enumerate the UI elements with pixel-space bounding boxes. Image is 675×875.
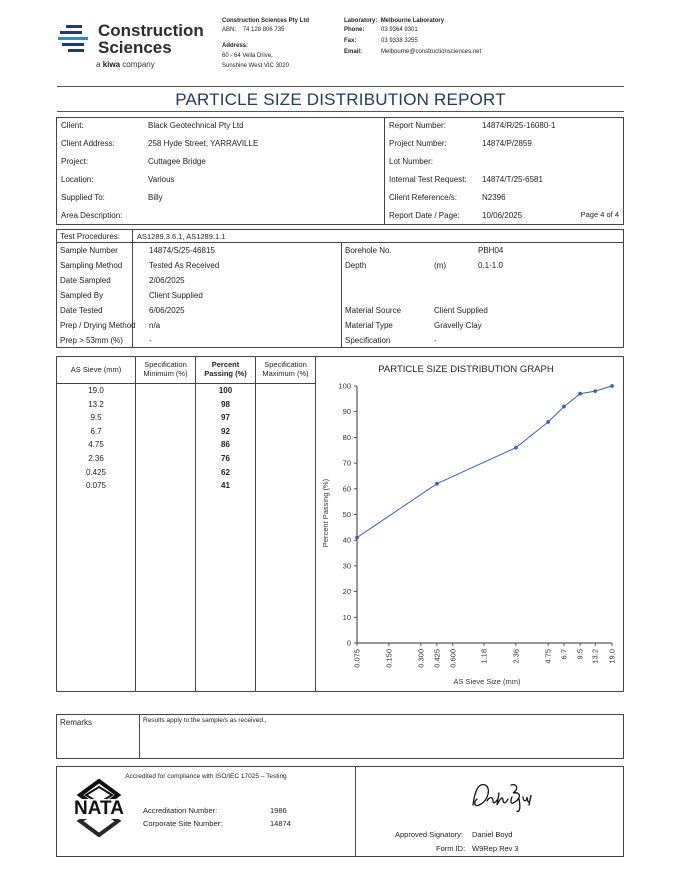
client-field-label: Client Address: bbox=[61, 139, 115, 148]
client-field-value: Cuttagee Bridge bbox=[148, 157, 206, 166]
sieve-size: 0.425 bbox=[85, 467, 107, 477]
site-label: Corporate Site Number: bbox=[143, 819, 223, 828]
sample-field-value: 2/06/2025 bbox=[149, 276, 185, 285]
report-field-label: Internal Test Request: bbox=[389, 175, 467, 184]
signatory-label: Approved Signatory: bbox=[395, 830, 463, 839]
y-tick-label: 70 bbox=[342, 458, 351, 468]
form-label: Form ID: bbox=[436, 844, 466, 853]
y-tick-label: 40 bbox=[342, 535, 351, 545]
x-tick-label: 9.5 bbox=[575, 649, 585, 660]
x-tick-label: 4.75 bbox=[543, 649, 553, 664]
data-point bbox=[435, 482, 439, 486]
fax-value: 03 9338 3255 bbox=[381, 38, 418, 45]
logo-line1: Construction bbox=[98, 21, 204, 40]
client-field-value: Various bbox=[148, 175, 175, 184]
x-tick-label: 0.150 bbox=[384, 649, 394, 668]
site-value: 14874 bbox=[270, 819, 291, 828]
sample-field-label: Date Sampled bbox=[60, 276, 111, 285]
client-block bbox=[56, 117, 624, 225]
remarks-divider bbox=[139, 715, 140, 758]
logo-line2: Sciences bbox=[98, 38, 172, 57]
specification-value: - bbox=[434, 336, 437, 345]
sample-mid-divider bbox=[341, 243, 342, 347]
table-col-1 bbox=[135, 357, 136, 691]
x-tick-label: 0.300 bbox=[416, 649, 426, 668]
abn-label: ABN: bbox=[222, 27, 237, 34]
depth-label: Depth bbox=[345, 261, 367, 270]
sieve-header: AS Sieve (mm) bbox=[70, 365, 122, 374]
specification-label: Specification bbox=[345, 336, 391, 345]
sample-field-label: Date Tested bbox=[60, 306, 103, 315]
passing-header: Percent Passing (%) bbox=[204, 360, 247, 378]
material-source-value: Client Supplied bbox=[434, 306, 488, 315]
report-field-value: N2396 bbox=[482, 193, 506, 202]
sample-field-label: Sampling Method bbox=[60, 261, 123, 270]
email-value: Melbourne@constructionsciences.net bbox=[381, 49, 482, 56]
sieve-size: 9.5 bbox=[90, 413, 102, 423]
report-field-label: Client Reference/s: bbox=[389, 193, 458, 202]
borehole-value: PBH04 bbox=[478, 246, 504, 255]
sample-field-value: Tested As Received bbox=[149, 261, 220, 270]
client-field-label: Area Description: bbox=[61, 211, 123, 220]
sample-field-label: Sample Number bbox=[60, 246, 118, 255]
sample-field-label: Prep > 53mm (%) bbox=[60, 336, 123, 345]
chart-title: PARTICLE SIZE DISTRIBUTION GRAPH bbox=[378, 364, 554, 375]
sample-field-value: 6/06/2025 bbox=[149, 306, 185, 315]
percent-passing: 98 bbox=[221, 399, 230, 409]
data-point bbox=[546, 420, 550, 424]
address-label: Address: bbox=[222, 43, 249, 50]
lab-label: Laboratory: bbox=[344, 18, 378, 24]
sample-field-value: 14874/S/25-46815 bbox=[149, 246, 215, 255]
client-divider bbox=[384, 118, 385, 224]
remarks-text: Results apply to the sample/s as received., bbox=[143, 717, 267, 724]
report-field-label: Project Number: bbox=[389, 139, 447, 148]
y-tick-label: 100 bbox=[338, 381, 351, 391]
remarks-block bbox=[56, 714, 624, 759]
sieve-size: 0.075 bbox=[85, 481, 107, 491]
data-point bbox=[578, 392, 582, 396]
percent-passing: 41 bbox=[221, 481, 230, 491]
y-tick-label: 60 bbox=[342, 484, 351, 494]
title-rule-bottom bbox=[57, 111, 624, 112]
title-rule-top bbox=[57, 86, 624, 87]
x-tick-label: 2.36 bbox=[511, 649, 521, 664]
sample-field-label: Sampled By bbox=[60, 291, 104, 300]
series-line bbox=[357, 386, 612, 538]
report-field-label: Report Number: bbox=[389, 121, 446, 130]
sieve-size: 19.0 bbox=[88, 386, 104, 395]
y-tick-label: 90 bbox=[342, 407, 351, 417]
sample-field-value: - bbox=[149, 336, 152, 345]
percent-passing: 62 bbox=[221, 467, 230, 477]
borehole-label: Borehole No. bbox=[345, 246, 392, 255]
client-field-value: Billy bbox=[148, 193, 163, 202]
test-procedures-value: AS1289.3.6.1, AS1289.1.1 bbox=[137, 232, 226, 241]
address-line1: 60 - 64 Vella Drive, bbox=[222, 53, 273, 60]
report-field-value: 14874/P/2859 bbox=[482, 139, 532, 148]
client-field-label: Client: bbox=[61, 121, 84, 130]
sample-block bbox=[56, 229, 624, 348]
x-tick-label: 1.18 bbox=[479, 649, 489, 664]
form-value: W9Rep Rev 3 bbox=[472, 844, 519, 853]
table-header-rule bbox=[57, 383, 315, 384]
company-details bbox=[222, 17, 342, 70]
accreditation-value: 1986 bbox=[270, 806, 287, 815]
remarks-label: Remarks bbox=[60, 718, 93, 727]
report-field-value: 14874/T/25-6581 bbox=[482, 175, 543, 184]
nata-wordmark: NATA bbox=[67, 799, 131, 819]
client-field-label: Project: bbox=[61, 157, 89, 166]
client-field-value: 258 Hyde Street, YARRAVILLE bbox=[148, 139, 259, 148]
company-logo bbox=[58, 22, 218, 74]
test-procedures-label: Test Procedures: bbox=[60, 232, 121, 241]
table-col-3 bbox=[255, 357, 256, 691]
report-field-label: Lot Number: bbox=[389, 157, 434, 166]
data-point bbox=[514, 446, 518, 450]
report-field-label: Report Date / Page: bbox=[389, 211, 460, 220]
x-tick-label: 0.075 bbox=[352, 649, 362, 668]
report-title: PARTICLE SIZE DISTRIBUTION REPORT bbox=[175, 90, 506, 109]
sieve-size: 6.7 bbox=[90, 426, 102, 436]
depth-unit: (m) bbox=[434, 261, 446, 270]
lab-details bbox=[344, 17, 524, 56]
abn-value: 74 128 806 735 bbox=[242, 27, 285, 34]
x-tick-label: 19.0 bbox=[607, 649, 617, 664]
depth-value: 0.1-1.0 bbox=[478, 261, 503, 270]
test-proc-rule bbox=[57, 242, 623, 243]
phone-value: 03 9364 9301 bbox=[381, 27, 418, 34]
fax-label: Fax: bbox=[344, 38, 357, 45]
company-name: Construction Sciences Pty Ltd bbox=[222, 18, 310, 24]
client-field-label: Location: bbox=[61, 175, 94, 184]
percent-passing: 97 bbox=[221, 413, 230, 423]
sieve-size: 13.2 bbox=[88, 399, 104, 409]
logo-tagline: a kiwa company bbox=[96, 60, 155, 69]
material-type-label: Material Type bbox=[345, 321, 393, 330]
data-point bbox=[562, 405, 566, 409]
footer-divider bbox=[355, 767, 356, 856]
chart-xlabel: AS Sieve Size (mm) bbox=[453, 677, 521, 686]
material-type-value: Gravelly Clay bbox=[434, 321, 482, 330]
accreditation-label: Accreditation Number: bbox=[143, 806, 218, 815]
data-point bbox=[593, 389, 597, 393]
x-tick-label: 13.2 bbox=[590, 649, 600, 664]
x-tick-label: 0.425 bbox=[432, 649, 442, 668]
sample-field-value: n/a bbox=[149, 321, 161, 330]
page-number: Page 4 of 4 bbox=[580, 210, 619, 219]
percent-passing: 100 bbox=[218, 386, 233, 395]
footer-block bbox=[56, 766, 624, 857]
y-tick-label: 50 bbox=[342, 510, 351, 519]
phone-label: Phone: bbox=[344, 27, 365, 34]
sieve-size: 2.36 bbox=[88, 454, 104, 463]
spec-min-header: Specification Minimum (%) bbox=[143, 360, 188, 378]
psd-chart bbox=[316, 357, 624, 691]
lab-value: Melbourne Laboratory bbox=[380, 18, 445, 24]
chart-ylabel: Percent Passing (%) bbox=[321, 478, 330, 548]
signatory-value: Daniel Boyd bbox=[472, 830, 513, 839]
accredited-text: Accredited for compliance with ISO/IEC 17025 – Testing bbox=[125, 773, 287, 780]
client-field-value: Black Geotechnical Pty Ltd bbox=[148, 121, 244, 130]
y-tick-label: 10 bbox=[342, 612, 351, 622]
y-tick-label: 30 bbox=[342, 561, 351, 571]
y-tick-label: 0 bbox=[346, 638, 351, 648]
x-tick-label: 0.600 bbox=[448, 649, 458, 668]
percent-passing: 86 bbox=[221, 440, 230, 450]
signature-image bbox=[467, 779, 537, 813]
report-field-value: 10/06/2025 bbox=[482, 211, 523, 220]
data-point bbox=[355, 536, 359, 540]
percent-passing: 92 bbox=[221, 426, 230, 436]
y-tick-label: 20 bbox=[342, 587, 351, 597]
report-field-value: 14874/R/25-16080-1 bbox=[482, 121, 556, 130]
sieve-size: 4.75 bbox=[88, 440, 104, 450]
sample-field-value: Client Supplied bbox=[149, 291, 203, 300]
logo-mark-icon bbox=[58, 24, 92, 54]
sample-field-label: Prep / Drying Method bbox=[60, 321, 136, 330]
spec-max-header: Specification Maximum (%) bbox=[262, 360, 309, 378]
y-tick-label: 80 bbox=[342, 432, 351, 442]
material-source-label: Material Source bbox=[345, 306, 402, 315]
client-field-label: Supplied To: bbox=[61, 193, 105, 202]
x-tick-label: 6.7 bbox=[559, 649, 569, 660]
email-label: Email: bbox=[344, 49, 363, 56]
results-block bbox=[56, 356, 624, 692]
percent-passing: 76 bbox=[221, 454, 230, 463]
address-line2: Sunshine West VIC 3020 bbox=[222, 63, 289, 70]
data-point bbox=[610, 384, 614, 388]
